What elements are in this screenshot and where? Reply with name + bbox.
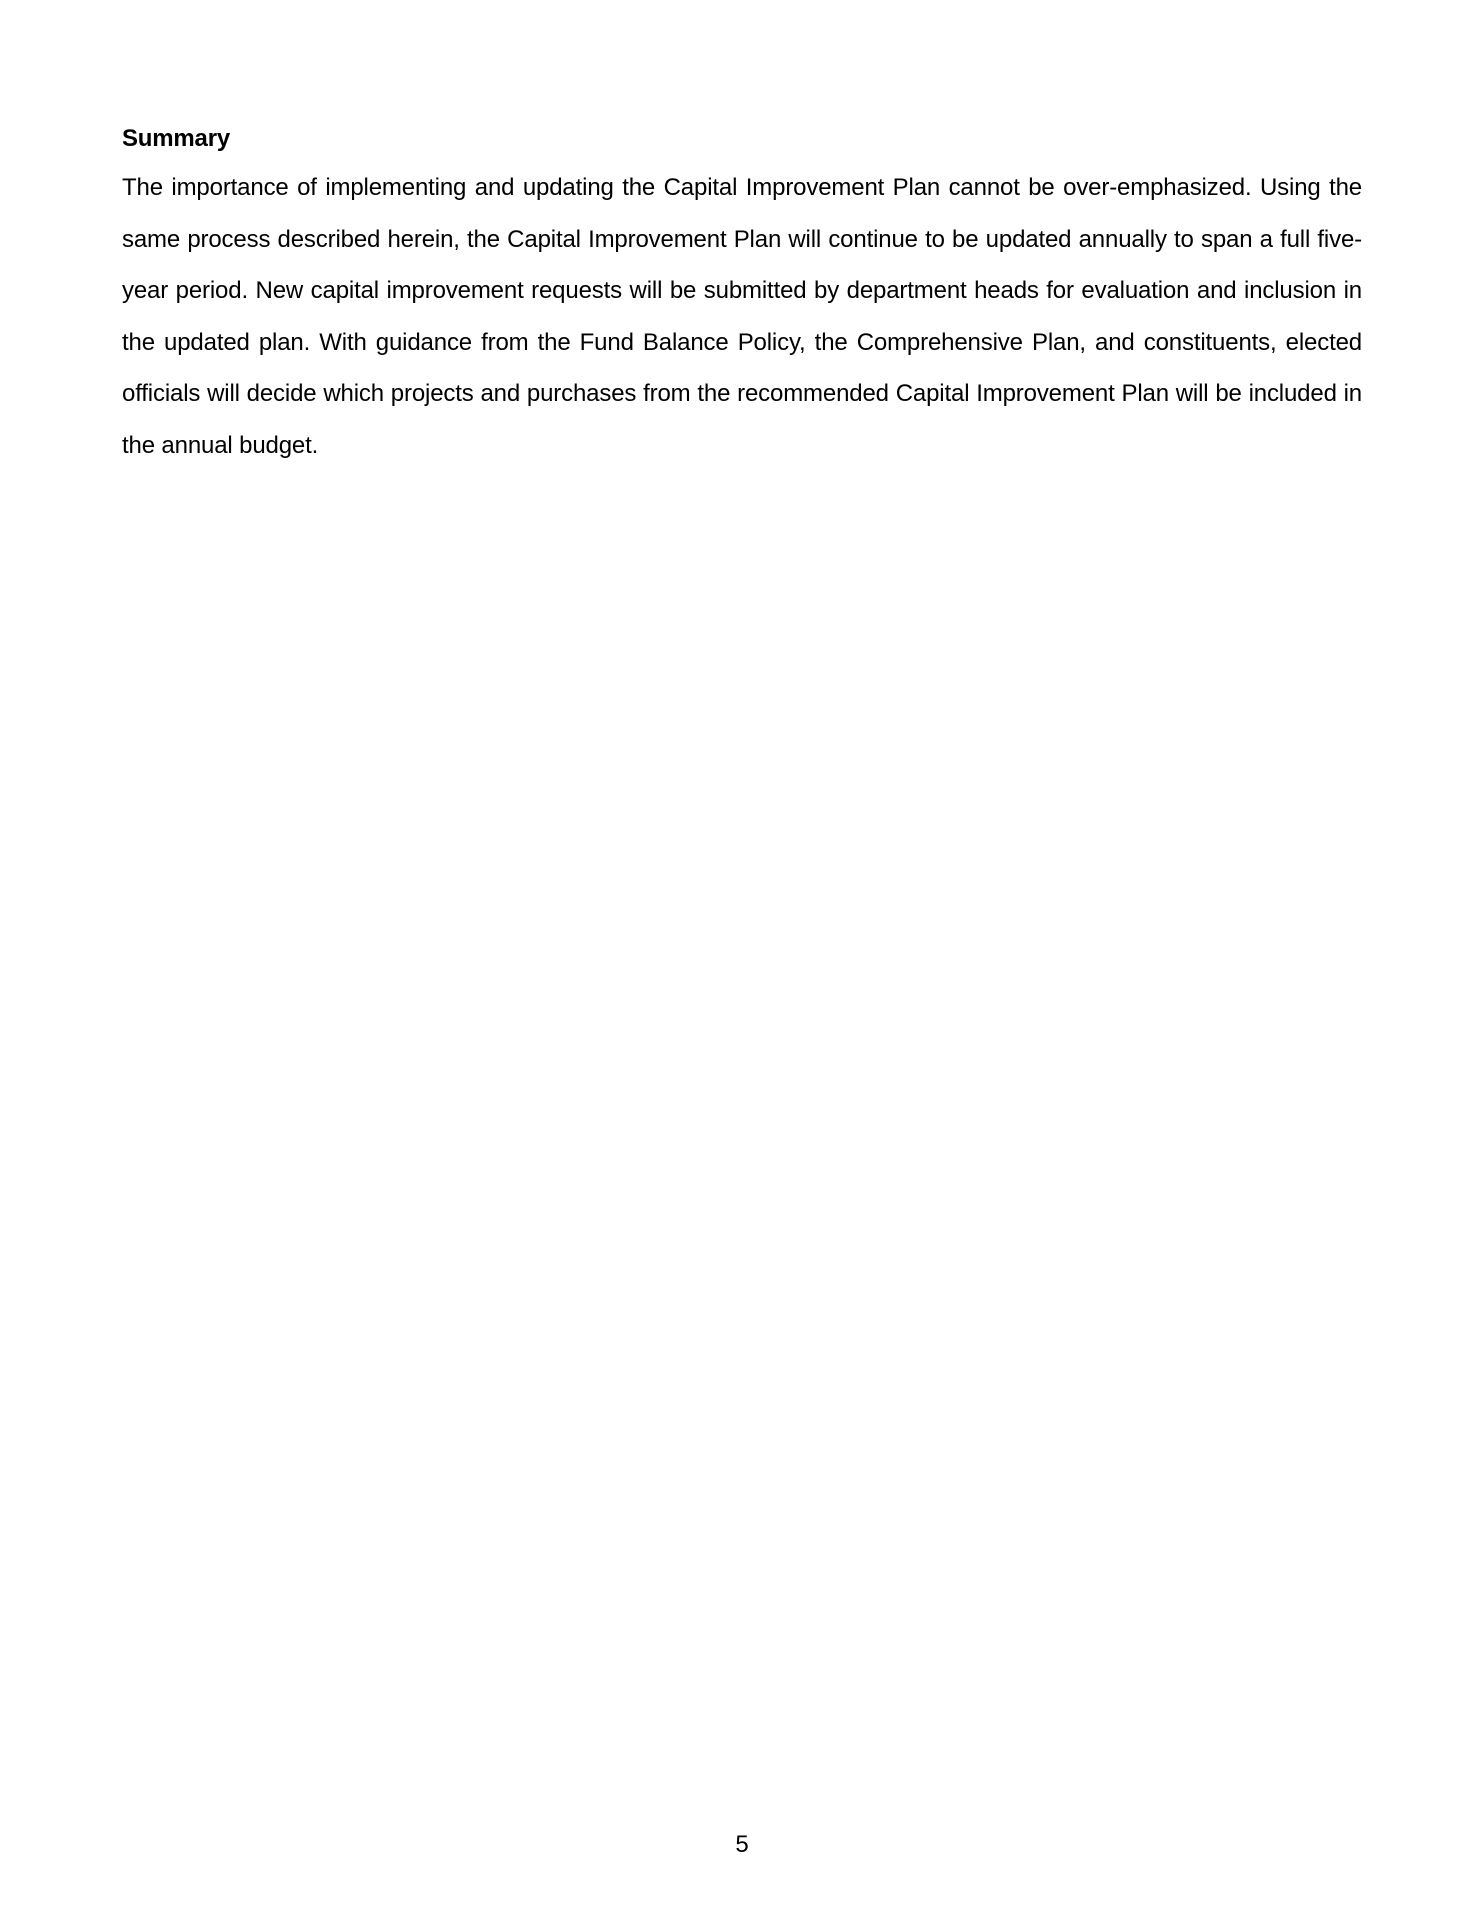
summary-paragraph: The importance of implementing and updating the Capital Improvement Plan cannot be over-emphasized. Using the same process described herein, the Capital Improvement Plan will continue to be updated annually to span a full five-year period. New capital improvement requests will be submitted by department heads for evaluation and inclusion in the updated plan. With guidance from the Fund Balance Policy, the Comprehensive Plan, and constituents, elected officials will decide which projects and purchases from the recommended Capital Improvement Plan will be included in the annual budget.: [122, 174, 1362, 459]
section-heading: Summary: [122, 125, 230, 152]
page-content: [122, 122, 1362, 471]
page-number: 5: [735, 1831, 749, 1858]
